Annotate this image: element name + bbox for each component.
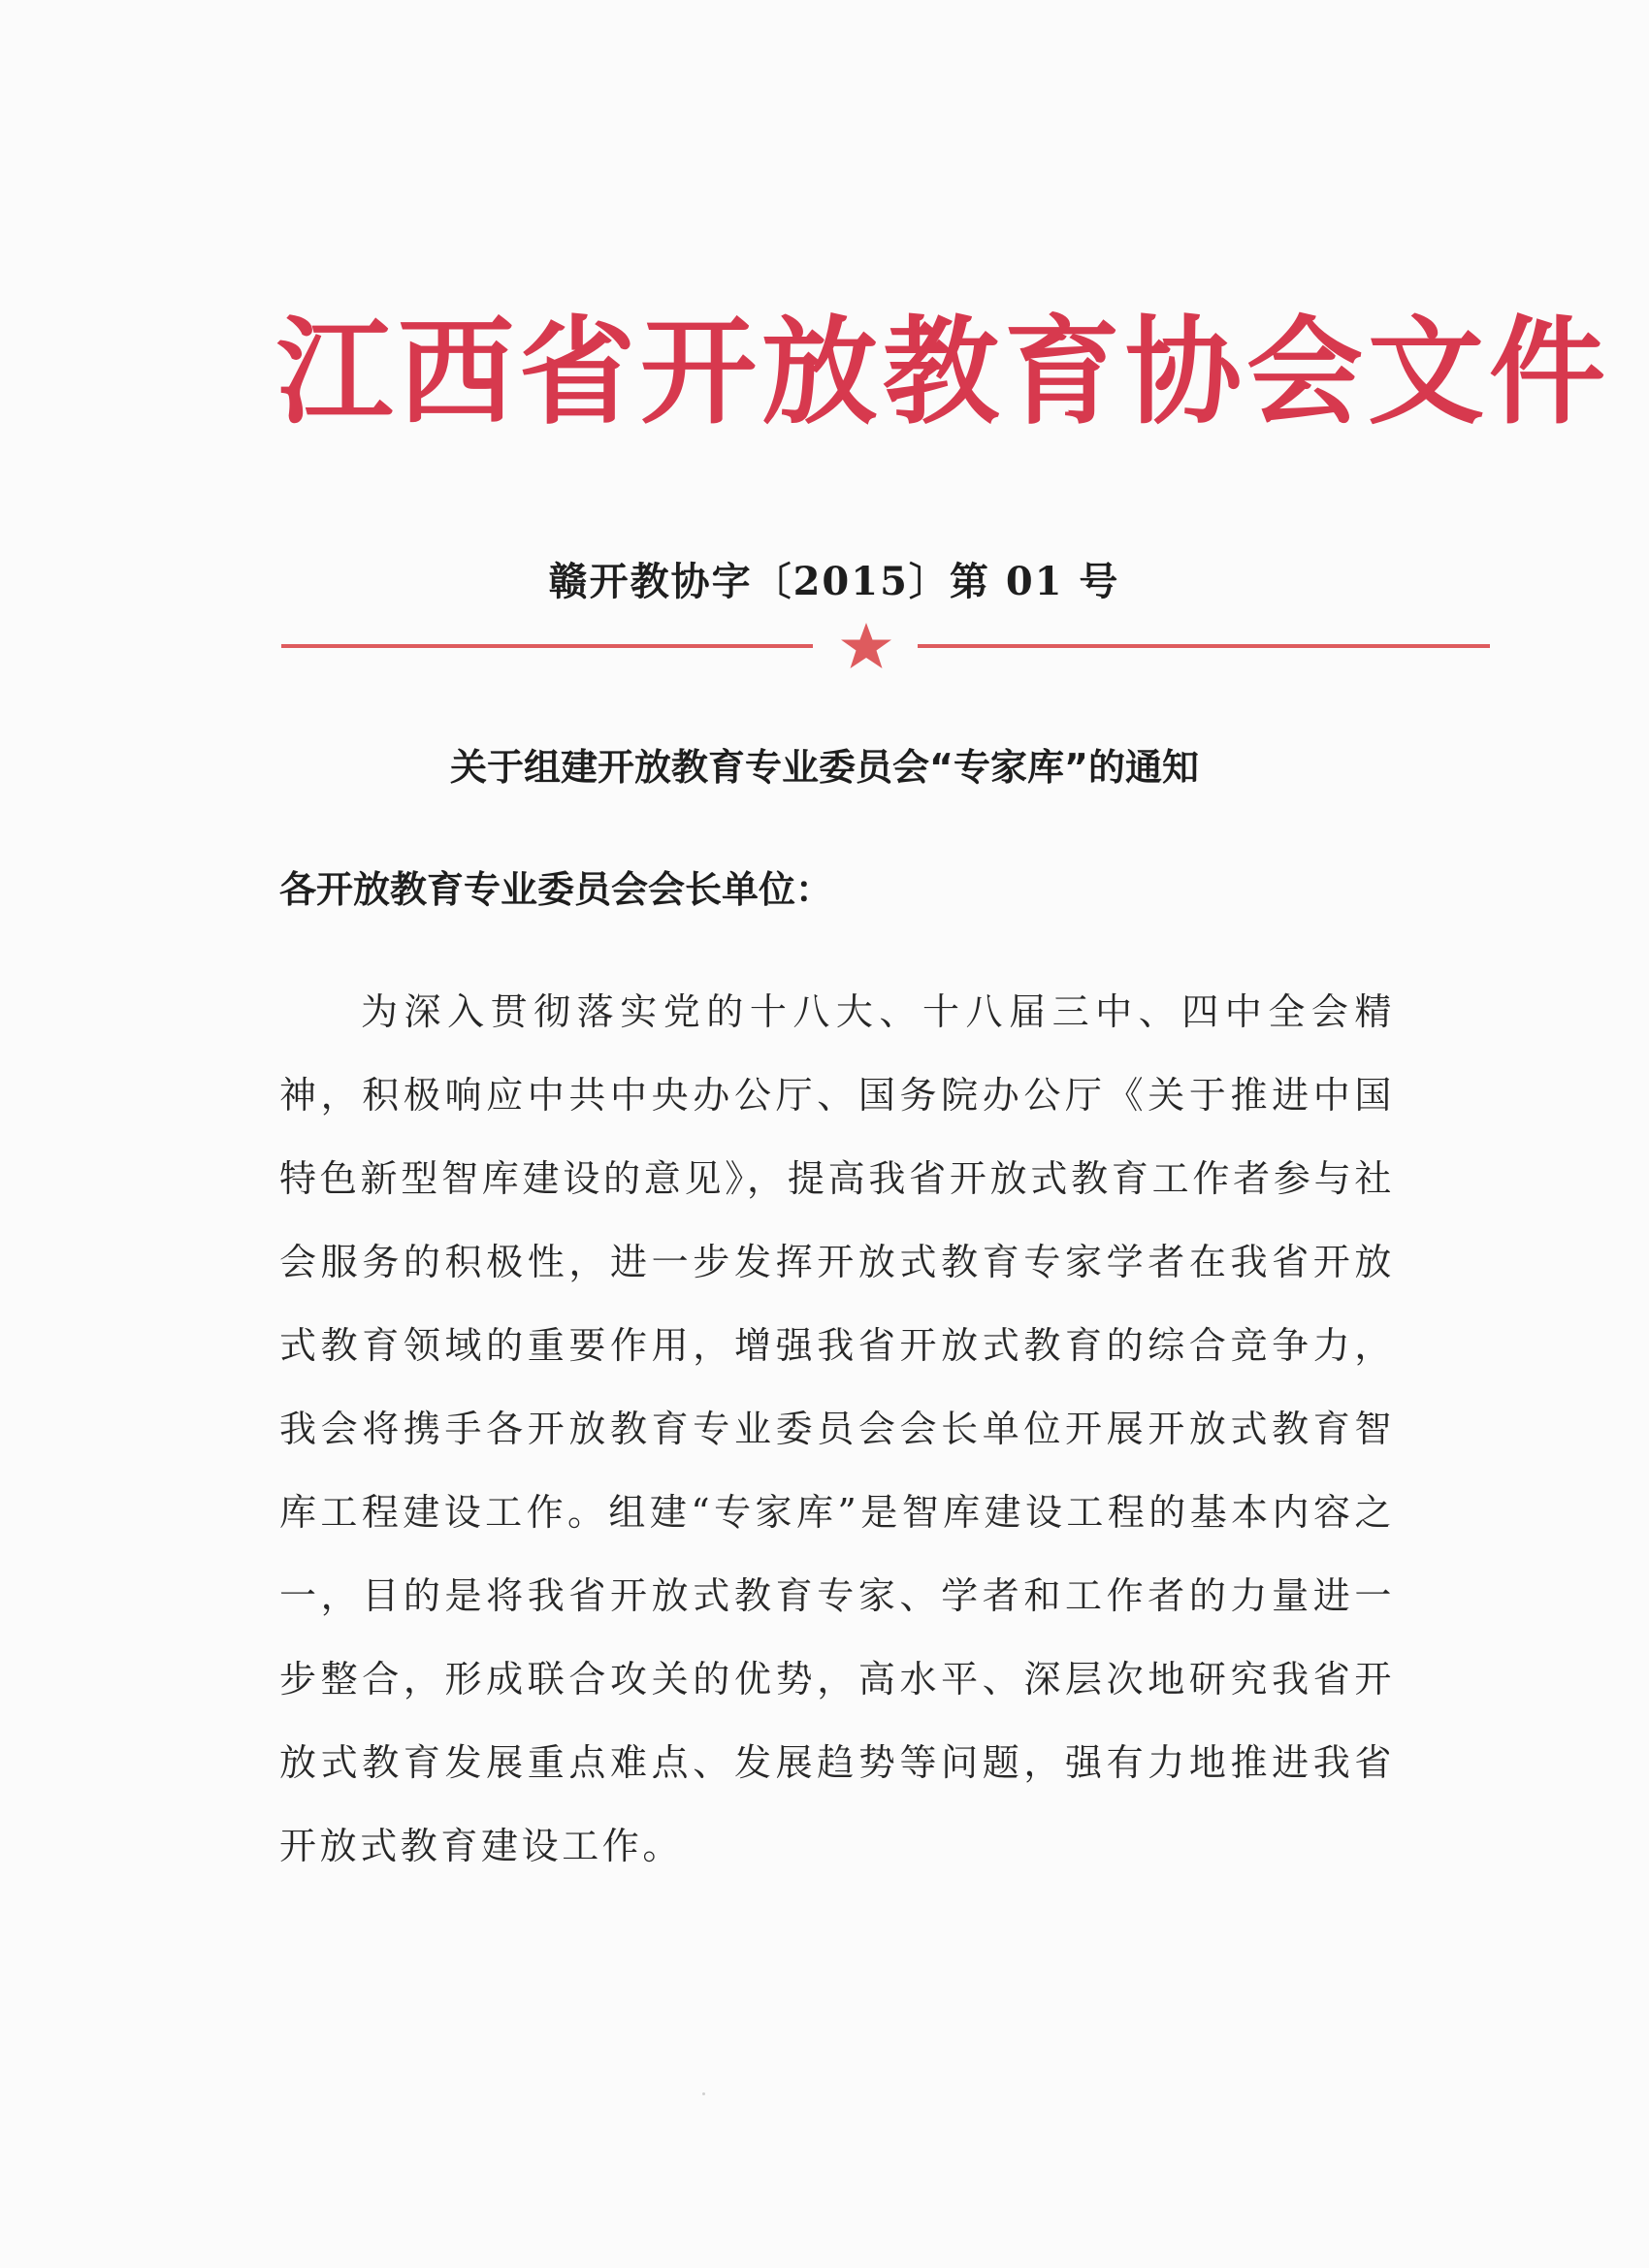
notice-title: 关于组建开放教育专业委员会“专家库”的通知: [450, 746, 1199, 789]
salutation: 各开放教育专业委员会会长单位：: [279, 868, 833, 911]
divider-line-left: [281, 644, 813, 648]
paper-speck: [702, 2092, 705, 2095]
masthead-divider: [281, 617, 1490, 675]
document-masthead: 江西省开放教育协会文件: [276, 306, 1610, 440]
document-number: 赣开教协字〔2015〕第 01 号: [548, 559, 1120, 604]
star-icon: [837, 621, 895, 671]
body-paragraph: 为深入贯彻落实党的十八大、十八届三中、四中全会精神，积极响应中共中央办公厅、国务院办公厅《关于推进中国特色新型智库建设的意见》，提高我省开放式教育工作者参与社会服务的积极性，进一步发挥开放式教育专家学者在我省开放式教育领域的重要作用，增强我省开放式教育的综合竞争力，我会将携手各开放教育专业委员会会长单位开展开放式教育智库工程建设工作。组建“专家库”是智库建设工程的基本内容之一，目的是将我省开放式教育专家、学者和工作者的力量进一步整合，形成联合攻关的优势，高水平、深层次地研究我省开放式教育发展重点难点、发展趋势等问题，强有力地推进我省开放式教育建设工作。: [279, 990, 1395, 1867]
divider-line-right: [918, 644, 1490, 648]
